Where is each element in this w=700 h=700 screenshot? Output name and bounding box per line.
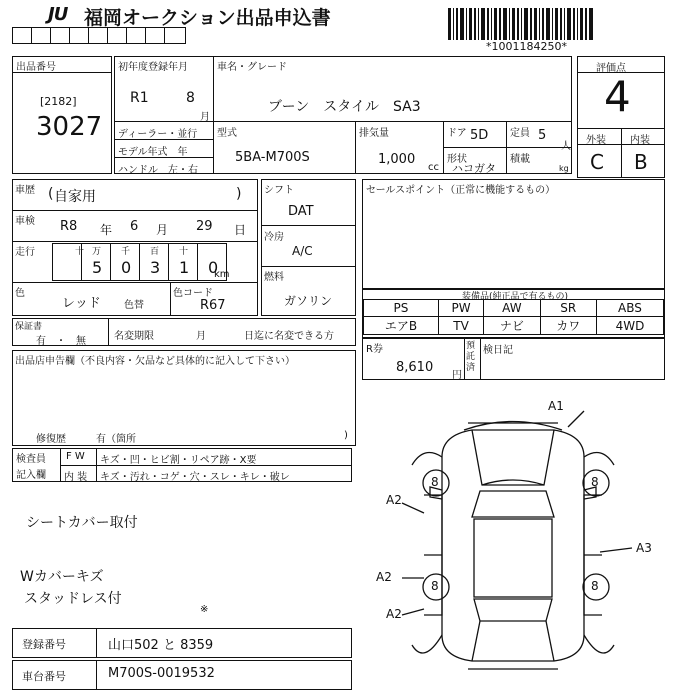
sales-point-label: セールスポイント（正常に機能するもの） bbox=[366, 185, 556, 196]
repair-close: ) bbox=[344, 430, 348, 441]
model-value: 5BA-M700S bbox=[235, 150, 310, 165]
equip-ps: PS bbox=[364, 300, 439, 317]
damage-mark-front: A1 bbox=[548, 399, 564, 413]
inspection-tsuki: 月 bbox=[156, 223, 169, 237]
year-label: 初年度登録年月 bbox=[118, 62, 188, 73]
fuel-value: ガソリン bbox=[284, 294, 333, 308]
damage-mark-right: A3 bbox=[636, 541, 652, 555]
color-shade-label: 色替 bbox=[124, 300, 144, 311]
recycle-label: R券 bbox=[366, 344, 383, 355]
load-unit: kg bbox=[559, 164, 569, 173]
barcode bbox=[448, 8, 596, 40]
mileage-cells bbox=[52, 243, 232, 281]
equip-navi: ナビ bbox=[484, 317, 540, 335]
inspector-in-text: キズ・汚れ・コゲ・穴・スレ・キレ・破レ bbox=[100, 472, 290, 483]
mileage-digit-3: 3 bbox=[150, 258, 161, 277]
doors-value: 5D bbox=[470, 128, 489, 143]
usage-open: ( bbox=[48, 186, 54, 202]
expiry-label: 名変期限 bbox=[114, 331, 154, 342]
displacement-label: 排気量 bbox=[359, 128, 389, 139]
inspector-label-1: 検査員 bbox=[16, 454, 46, 465]
repair-value: 有（箇所 bbox=[96, 434, 136, 445]
capacity-unit: 人 bbox=[561, 141, 571, 152]
ac-value: A/C bbox=[292, 244, 313, 258]
tread-front-right: 8 bbox=[591, 475, 599, 489]
usage-value: 自家用 bbox=[54, 189, 96, 205]
shape-label: 形状 bbox=[447, 154, 467, 165]
declaration-label: 出品店申告欄（不良内容・欠品など具体的に記入して下さい） bbox=[15, 356, 295, 367]
equipment-label: 装備品(純正品で有るもの) bbox=[462, 292, 569, 302]
recycle-value: 8,610 bbox=[396, 360, 434, 375]
equip-aw: AW bbox=[484, 300, 540, 317]
equip-tv: TV bbox=[438, 317, 483, 335]
equip-leather: カワ bbox=[540, 317, 596, 335]
dealer-row-2: モデル年式 年 bbox=[118, 147, 188, 158]
shift-label: シフト bbox=[264, 185, 294, 196]
chassis-label: 車台番号 bbox=[22, 670, 66, 683]
color-value: レッド bbox=[62, 296, 101, 311]
inspector-label-2: 記入欄 bbox=[16, 470, 46, 481]
lot-label: 出品番号 bbox=[16, 62, 56, 73]
manual-options: 有 ・ 無 bbox=[36, 336, 86, 347]
equip-4wd: 4WD bbox=[596, 317, 663, 335]
form-title: 福岡オークション出品申込書 bbox=[84, 7, 331, 29]
lot-bracket-number: [2182] bbox=[40, 95, 77, 108]
recycle-unit: 円 bbox=[452, 370, 462, 381]
grade-interior: B bbox=[634, 150, 648, 174]
mileage-label: 走行 bbox=[15, 247, 35, 258]
inspection-nen: 年 bbox=[100, 223, 113, 237]
note-line-3: スタッドレス付 bbox=[24, 591, 122, 607]
note-line-1: シートカバー取付 bbox=[26, 515, 138, 531]
grade-exterior-label: 外装 bbox=[586, 135, 606, 146]
damage-mark-left-mid: A2 bbox=[376, 570, 392, 584]
tread-rear-right: 8 bbox=[591, 579, 599, 593]
inspector-fw-text: キズ・凹・ヒビ割・リペア跡・X要 bbox=[100, 455, 257, 466]
barcode-text: *1001184250* bbox=[486, 40, 567, 53]
displacement-unit: cc bbox=[428, 162, 439, 173]
damage-mark-left-rear: A2 bbox=[386, 607, 402, 621]
dealer-row-3: ハンドル 左・右 bbox=[118, 165, 198, 176]
barcode-bars bbox=[448, 8, 596, 40]
mileage-digit-2: 0 bbox=[121, 258, 132, 277]
mileage-digit-1: 5 bbox=[92, 258, 103, 277]
lot-number: 3027 bbox=[36, 112, 103, 142]
recycle-status: 預託済 bbox=[466, 341, 476, 373]
car-diagram bbox=[372, 395, 692, 695]
chassis-value: M700S-0019532 bbox=[108, 666, 215, 681]
year-month-unit: 月 bbox=[200, 112, 210, 123]
equip-sr: SR bbox=[540, 300, 596, 317]
equip-airbag: エアB bbox=[364, 317, 439, 335]
damage-mark-left-front: A2 bbox=[386, 493, 402, 507]
capacity-label: 定員 bbox=[510, 128, 530, 139]
shape-value: ハコガタ bbox=[452, 162, 496, 175]
car-name-value: ブーン スタイル SA3 bbox=[268, 99, 421, 115]
equip-abs: ABS bbox=[596, 300, 663, 317]
manual-label: 保証書 bbox=[15, 322, 43, 332]
mileage-digit-4: 1 bbox=[179, 258, 190, 277]
fuel-label: 燃料 bbox=[264, 272, 284, 283]
mileage-digit-5: 0 bbox=[208, 258, 219, 277]
inspector-in-label: 内 装 bbox=[64, 472, 88, 483]
mileage-unit-0: 十 bbox=[75, 247, 85, 257]
inspection-hi: 日 bbox=[234, 223, 247, 237]
usage-label: 車歴 bbox=[15, 185, 35, 196]
header-cells bbox=[12, 27, 186, 44]
color-code: R67 bbox=[200, 298, 226, 313]
capacity-value: 5 bbox=[538, 128, 547, 143]
header-logo: JU bbox=[48, 4, 68, 25]
grade-exterior: C bbox=[590, 150, 604, 174]
mileage-unit: km bbox=[214, 269, 230, 280]
ac-label: 冷房 bbox=[264, 232, 284, 243]
equip-pw: PW bbox=[438, 300, 483, 317]
dealer-row-1: ディーラー・並行 bbox=[118, 129, 198, 140]
equipment-table bbox=[363, 299, 664, 335]
note-mark: ※ bbox=[200, 604, 209, 615]
doors-label: ドア bbox=[447, 128, 467, 139]
note-line-2: Wカバーキズ bbox=[20, 569, 104, 585]
inspection-label: 車検 bbox=[15, 216, 35, 227]
color-code-label: 色コード bbox=[173, 288, 213, 299]
inspector-fw-label: F W bbox=[66, 451, 85, 462]
grade-interior-label: 内装 bbox=[630, 135, 650, 146]
registration-label: 登録番号 bbox=[22, 638, 66, 651]
displacement-value: 1,000 bbox=[378, 152, 416, 167]
year-month: 8 bbox=[186, 90, 195, 106]
usage-close: ) bbox=[236, 186, 242, 202]
model-label: 型式 bbox=[217, 128, 237, 139]
tread-rear-left: 8 bbox=[431, 579, 439, 593]
mileage-unit-1: 万 bbox=[92, 247, 102, 257]
load-label: 積載 bbox=[510, 154, 530, 165]
inspection-day: 29 bbox=[196, 219, 213, 234]
inspection-month: 6 bbox=[130, 219, 139, 234]
inspection-era: R8 bbox=[60, 219, 78, 234]
expiry-month: 月 bbox=[196, 331, 206, 342]
color-label: 色 bbox=[15, 288, 25, 299]
shift-value: DAT bbox=[288, 204, 314, 219]
grade-value: 4 bbox=[604, 72, 631, 121]
mileage-unit-2: 千 bbox=[121, 247, 131, 257]
registration-value: 山口502 と 8359 bbox=[108, 638, 214, 653]
grade-label: 評価点 bbox=[596, 63, 626, 74]
repair-label: 修復歴 bbox=[36, 434, 66, 445]
year-era: R1 bbox=[130, 90, 149, 106]
mileage-unit-4: 十 bbox=[179, 247, 189, 257]
mileage-unit-3: 百 bbox=[150, 247, 160, 257]
recycle-date-label: 検日記 bbox=[483, 345, 513, 356]
car-name-label: 車名・グレード bbox=[217, 62, 287, 73]
tread-front-left: 8 bbox=[431, 475, 439, 489]
expiry-note: 日迄に名変できる方 bbox=[244, 331, 334, 342]
